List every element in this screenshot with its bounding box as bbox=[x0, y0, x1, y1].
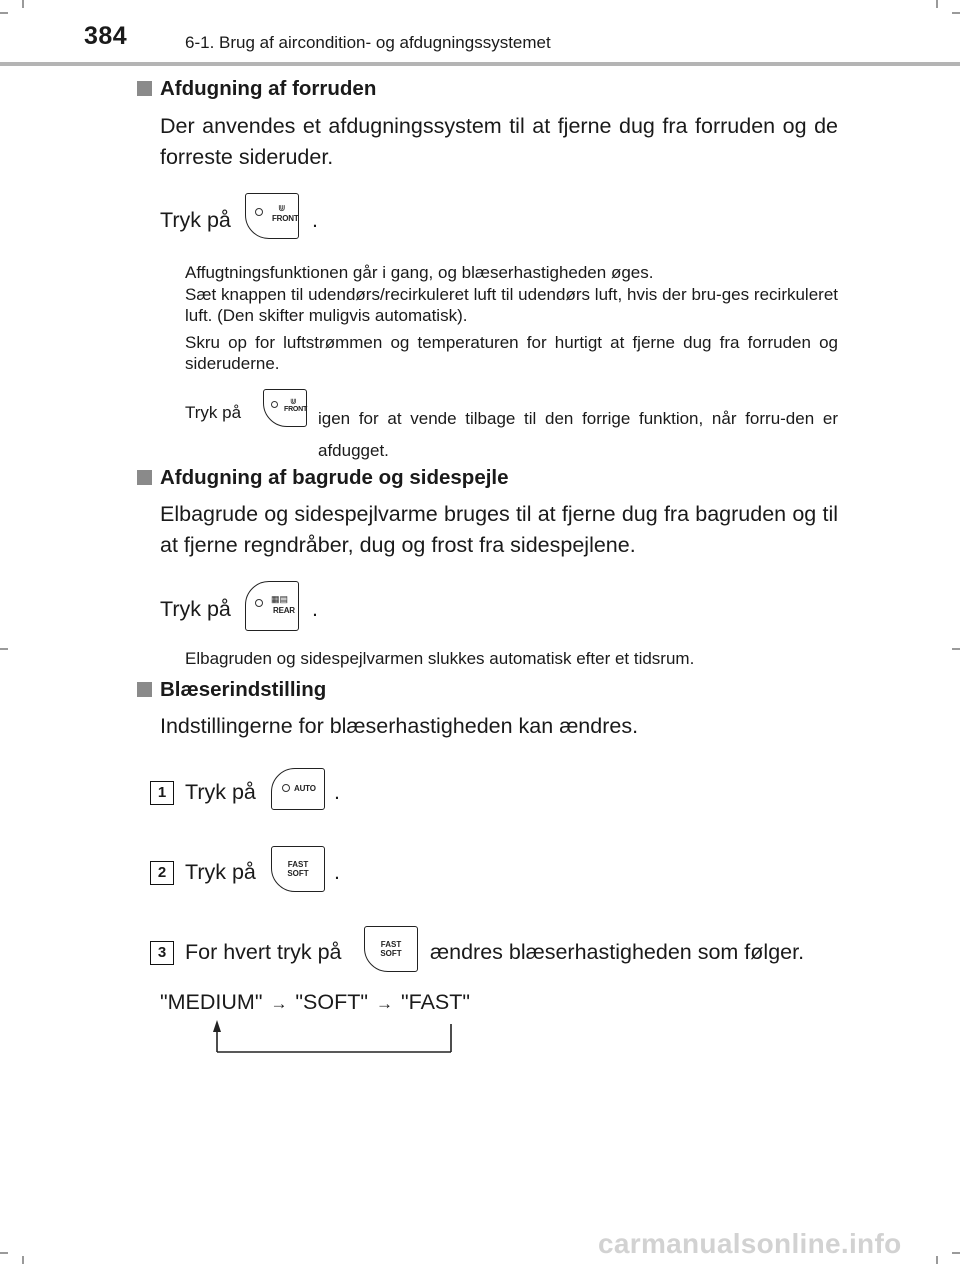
note-text: Tryk på bbox=[185, 403, 242, 422]
button-label-bottom: SOFT bbox=[380, 949, 402, 958]
period: . bbox=[312, 597, 318, 621]
button-label bbox=[272, 860, 324, 878]
indicator-light-icon bbox=[282, 784, 290, 792]
button-label bbox=[365, 940, 417, 958]
section-heading: Blæserindstilling bbox=[160, 678, 327, 701]
sequence-arrow-icon: → bbox=[376, 994, 394, 1013]
section-body: Elbagrude og sidespejlvarme bruges til at fjerne dug fra bagruden og til at fjerne regndråber, dug og frost fra sidespejlene. bbox=[160, 502, 838, 557]
page-number: 384 bbox=[84, 22, 128, 50]
chapter-title: 6-1. Brug af aircondition- og afdugningssystemet bbox=[185, 33, 551, 52]
step-text: For hvert tryk på bbox=[185, 940, 342, 964]
step-text: Tryk på bbox=[185, 780, 256, 804]
crop-mark bbox=[952, 12, 960, 14]
fan-speed-sequence bbox=[160, 990, 470, 1015]
heading-bullet-icon bbox=[137, 81, 152, 96]
indicator-light-icon bbox=[255, 599, 263, 607]
button-label: AUTO bbox=[294, 784, 316, 793]
rear-defroster-button[interactable] bbox=[245, 581, 299, 631]
crop-mark bbox=[22, 1256, 24, 1264]
sequence-arrow-icon: → bbox=[270, 994, 288, 1013]
sequence-medium: "MEDIUM" bbox=[160, 990, 263, 1014]
section-body: Der anvendes et afdugningssystem til at fjerne dug fra forruden og de forreste sideruder. bbox=[160, 114, 838, 169]
crop-mark bbox=[0, 648, 8, 650]
crop-mark bbox=[936, 1256, 938, 1264]
rear-defroster-mirror-icon: ▦▤ bbox=[271, 594, 289, 604]
watermark: carmanualsonline.info bbox=[598, 1228, 902, 1259]
button-label: FRONT bbox=[272, 214, 299, 223]
front-defroster-icon: ⋓ bbox=[278, 203, 286, 213]
step-text: Tryk på bbox=[185, 860, 256, 884]
note-line: Elbagruden og sidespejlvarmen slukkes automatisk efter et tidsrum. bbox=[185, 649, 695, 668]
section-heading: Afdugning af bagrude og sidespejle bbox=[160, 466, 509, 489]
note-line: Sæt knappen til udendørs/recirkuleret luft til udendørs luft, hvis der bru-ges recirkuleret luft. (Den skifter muligvis automatisk). bbox=[185, 285, 838, 325]
indicator-light-icon bbox=[255, 208, 263, 216]
crop-mark bbox=[22, 0, 24, 8]
instruction-text: Tryk på bbox=[160, 597, 231, 621]
loop-arrow-icon bbox=[205, 1018, 460, 1058]
auto-button[interactable] bbox=[271, 768, 325, 810]
crop-mark bbox=[952, 648, 960, 650]
period: . bbox=[334, 860, 340, 884]
button-label: REAR bbox=[273, 606, 295, 615]
crop-mark bbox=[952, 1252, 960, 1254]
note-text: igen for at vende tilbage til den forrige funktion, når forru-den er afdugget. bbox=[318, 409, 838, 460]
front-defroster-icon: ⋓ bbox=[290, 397, 297, 406]
front-defroster-button[interactable] bbox=[245, 193, 299, 239]
button-label: FRONT bbox=[284, 406, 308, 413]
fan-speed-button[interactable] bbox=[364, 926, 418, 972]
heading-bullet-icon bbox=[137, 682, 152, 697]
step-number: 3 bbox=[150, 941, 174, 965]
instruction-text: Tryk på bbox=[160, 208, 231, 232]
crop-mark bbox=[0, 12, 8, 14]
sequence-fast: "FAST" bbox=[401, 990, 471, 1014]
fan-speed-button[interactable] bbox=[271, 846, 325, 892]
step-number: 1 bbox=[150, 781, 174, 805]
button-label-top: FAST bbox=[380, 940, 402, 949]
front-defroster-button[interactable] bbox=[263, 389, 307, 427]
step-number: 2 bbox=[150, 861, 174, 885]
step-text: ændres blæserhastigheden som følger. bbox=[430, 940, 805, 964]
section-heading: Afdugning af forruden bbox=[160, 77, 377, 100]
header-divider bbox=[0, 62, 960, 66]
period: . bbox=[334, 780, 340, 804]
button-label-top: FAST bbox=[287, 860, 309, 869]
crop-mark bbox=[936, 0, 938, 8]
button-label-bottom: SOFT bbox=[287, 869, 309, 878]
note-line: Skru op for luftstrømmen og temperaturen for hurtigt at fjerne dug fra forruden og sideruderne. bbox=[185, 333, 838, 373]
section-body: Indstillingerne for blæserhastigheden kan ændres. bbox=[160, 714, 639, 738]
period: . bbox=[312, 208, 318, 232]
crop-mark bbox=[0, 1252, 8, 1254]
note-line: Affugtningsfunktionen går i gang, og blæserhastigheden øges. bbox=[185, 263, 654, 282]
indicator-light-icon bbox=[271, 401, 278, 408]
heading-bullet-icon bbox=[137, 470, 152, 485]
sequence-soft: "SOFT" bbox=[295, 990, 369, 1014]
